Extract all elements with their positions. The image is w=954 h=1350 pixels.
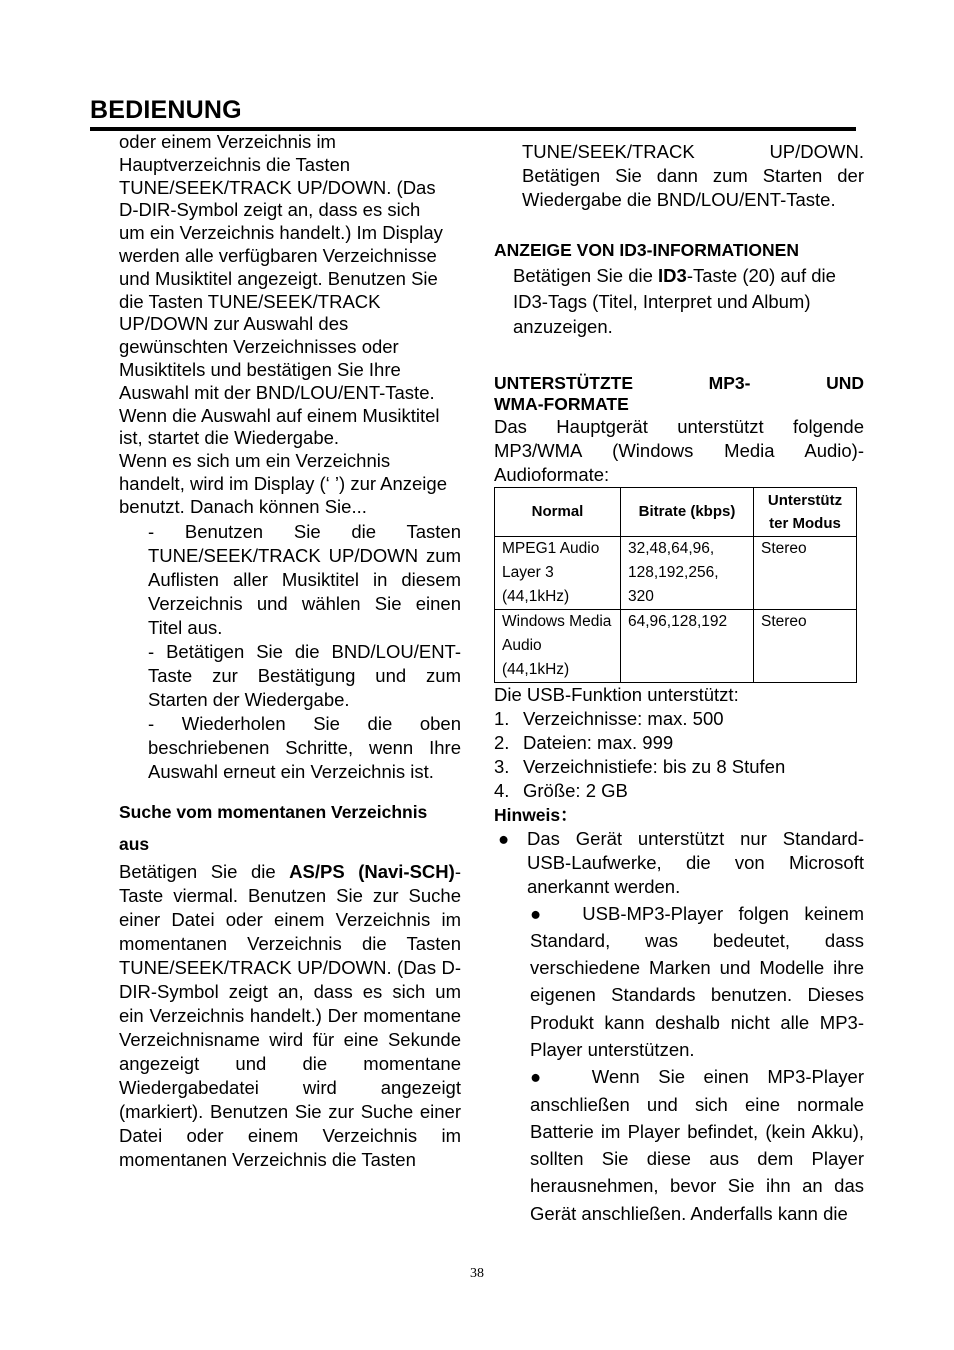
search-text-pre: Betätigen Sie die — [119, 860, 290, 882]
note-bullet — [530, 1063, 864, 1227]
formats-paragraph: Das Hauptgerät unterstützt folgende MP3/WMA (Windows Media Audio)-Audioformate: — [494, 415, 864, 485]
dash-item: - Benutzen Sie die Tasten TUNE/SEEK/TRACK UP/DOWN zum Auflisten aller Musiktitel in diesem Verzeichnis und wählen Sie einen Titel aus. — [148, 520, 461, 638]
table-header: Normal — [495, 487, 621, 536]
intro-line: Wenn es sich um ein Verzeichnis — [119, 450, 391, 472]
usb-list — [494, 707, 864, 803]
intro-line: D-DIR-Symbol zeigt an, dass es sich — [119, 199, 421, 221]
search-heading — [119, 796, 461, 860]
search-paragraph — [119, 860, 461, 1172]
table-header-row — [495, 487, 857, 536]
list-text: Verzeichnistiefe: bis zu 8 Stufen — [523, 755, 786, 777]
list-number: 4. — [494, 779, 510, 801]
list-text: Größe: 2 GB — [523, 779, 628, 801]
list-item — [494, 731, 864, 755]
table-cell: Windows Media Audio (44,1kHz) — [495, 609, 621, 682]
dash-item: - Wiederholen Sie die oben beschriebenen Schritte, wenn Ihre Auswahl erneut ein Verzeichnis ist. — [148, 712, 461, 782]
intro-line: werden alle verfügbaren Verzeichnisse — [119, 244, 437, 266]
id3-heading: ANZEIGE VON ID3-INFORMATIONEN — [494, 240, 799, 260]
table-cell: Stereo — [754, 536, 857, 609]
intro-line: TUNE/SEEK/TRACK UP/DOWN. (Das — [119, 176, 436, 198]
list-number: 3. — [494, 755, 510, 777]
table-cell: 64,96,128,192 — [621, 609, 754, 682]
formats-heading — [494, 373, 864, 415]
list-text: Verzeichnisse: max. 500 — [523, 707, 724, 729]
table-header: Unterstütz ter Modus — [754, 487, 857, 536]
intro-line: um ein Verzeichnis handelt.) Im Display — [119, 222, 443, 244]
bullet-icon: ● — [498, 827, 510, 849]
list-number: 1. — [494, 707, 510, 729]
intro-paragraph — [119, 131, 461, 519]
bullet-icon: ● — [530, 1066, 592, 1088]
id3-text-pre: Betätigen Sie die — [513, 265, 659, 286]
id3-text-post: -Taste (20) auf die ID3-Tags (Titel, Interpret und Album) anzuzeigen. — [513, 265, 836, 337]
search-heading-line: aus — [119, 833, 150, 854]
table-cell: Stereo — [754, 609, 857, 682]
table-row — [495, 536, 857, 609]
intro-line: UP/DOWN zur Auswahl des — [119, 313, 349, 335]
formats-heading-line: UNTERSTÜTZTE MP3- UND — [494, 372, 864, 393]
note-text: Das Gerät unterstützt nur Standard-USB-Laufwerke, die von Microsoft anerkannt werden. — [527, 827, 864, 897]
list-item — [494, 707, 864, 731]
intro-line: handelt, wird im Display (‘ ’) zur Anzeige — [119, 472, 447, 494]
intro-line: und Musiktitel angezeigt. Benutzen Sie — [119, 267, 438, 289]
formats-table — [494, 487, 857, 683]
bullet-icon: ● — [530, 902, 583, 924]
page-number: 38 — [470, 1266, 484, 1281]
search-heading-line: Suche vom momentanen Verzeichnis — [119, 801, 428, 822]
intro-line: benutzt. Danach können Sie... — [119, 495, 367, 517]
table-row — [495, 609, 857, 682]
usb-intro: Die USB-Funktion unterstützt: — [494, 683, 739, 705]
dash-item: - Betätigen Sie die BND/LOU/ENT-Taste zur Bestätigung und zum Starten der Wiedergabe. — [148, 640, 461, 710]
intro-line: gewünschten Verzeichnisses oder — [119, 336, 399, 358]
left-column — [119, 131, 461, 1172]
list-item — [494, 755, 864, 779]
intro-line: Auswahl mit der BND/LOU/ENT-Taste. — [119, 381, 435, 403]
intro-line: ist, startet die Wiedergabe. — [119, 427, 340, 449]
note-bullet — [494, 827, 864, 899]
note-bullet — [530, 900, 864, 1064]
table-header: Bitrate (kbps) — [621, 487, 754, 536]
page-heading: BEDIENUNG — [90, 96, 242, 124]
note-text: Wenn Sie einen MP3-Player anschließen und sich eine normale Batterie im Player befindet, (kein Akku), sollten Sie diese aus dem Player herausnehmen, bevor Sie ihn an das Gerät anschließen. Anderfalls kann die — [530, 1066, 864, 1224]
note-heading: Hinweis： — [494, 804, 578, 825]
right-column — [494, 140, 864, 1227]
as-ps-button-label: AS/PS (Navi-SCH) — [289, 860, 455, 882]
intro-line: die Tasten TUNE/SEEK/TRACK — [119, 290, 381, 312]
list-number: 2. — [494, 731, 510, 753]
intro-line: Wenn die Auswahl auf einem Musiktitel — [119, 404, 440, 426]
intro-line: Musiktitels und bestätigen Sie Ihre — [119, 358, 401, 380]
table-cell: 32,48,64,96, 128,192,256, 320 — [621, 536, 754, 609]
list-item — [494, 779, 864, 803]
note-text: USB-MP3-Player folgen keinem Standard, was bedeutet, dass verschiedene Marken und Modelle ihre eigenen Standards benutzen. Dieses Produkt kann deshalb nicht alle MP3-Player unterstützen. — [530, 902, 864, 1060]
intro-line: oder einem Verzeichnis im — [119, 131, 336, 152]
id3-button-label: ID3 — [658, 265, 687, 286]
search-text-post: -Taste viermal. Benutzen Sie zur Suche einer Datei oder einem Verzeichnis im momentanen Verzeichnis die Tasten TUNE/SEEK/TRACK UP/DOWN. (Das D-DIR-Symbol zeigt an, dass es sich um ein Verzeichnis handelt.) Der momentane Verzeichnisname wird für eine Sekunde angezeigt und die momentane Wiedergabedatei wird angezeigt (markiert). Benutzen Sie zur Suche einer Datei oder einem Verzeichnis im momentanen Verzeichnis die Tasten — [119, 860, 461, 1170]
intro-line: Hauptverzeichnis die Tasten — [119, 153, 351, 175]
id3-paragraph — [513, 263, 864, 340]
continued-paragraph: TUNE/SEEK/TRACK UP/DOWN. Betätigen Sie dann zum Starten der Wiedergabe die BND/LOU/ENT-Taste. — [522, 141, 864, 210]
list-text: Dateien: max. 999 — [523, 731, 674, 753]
table-cell: MPEG1 Audio Layer 3 (44,1kHz) — [495, 536, 621, 609]
formats-heading-line: WMA-FORMATE — [494, 393, 629, 414]
